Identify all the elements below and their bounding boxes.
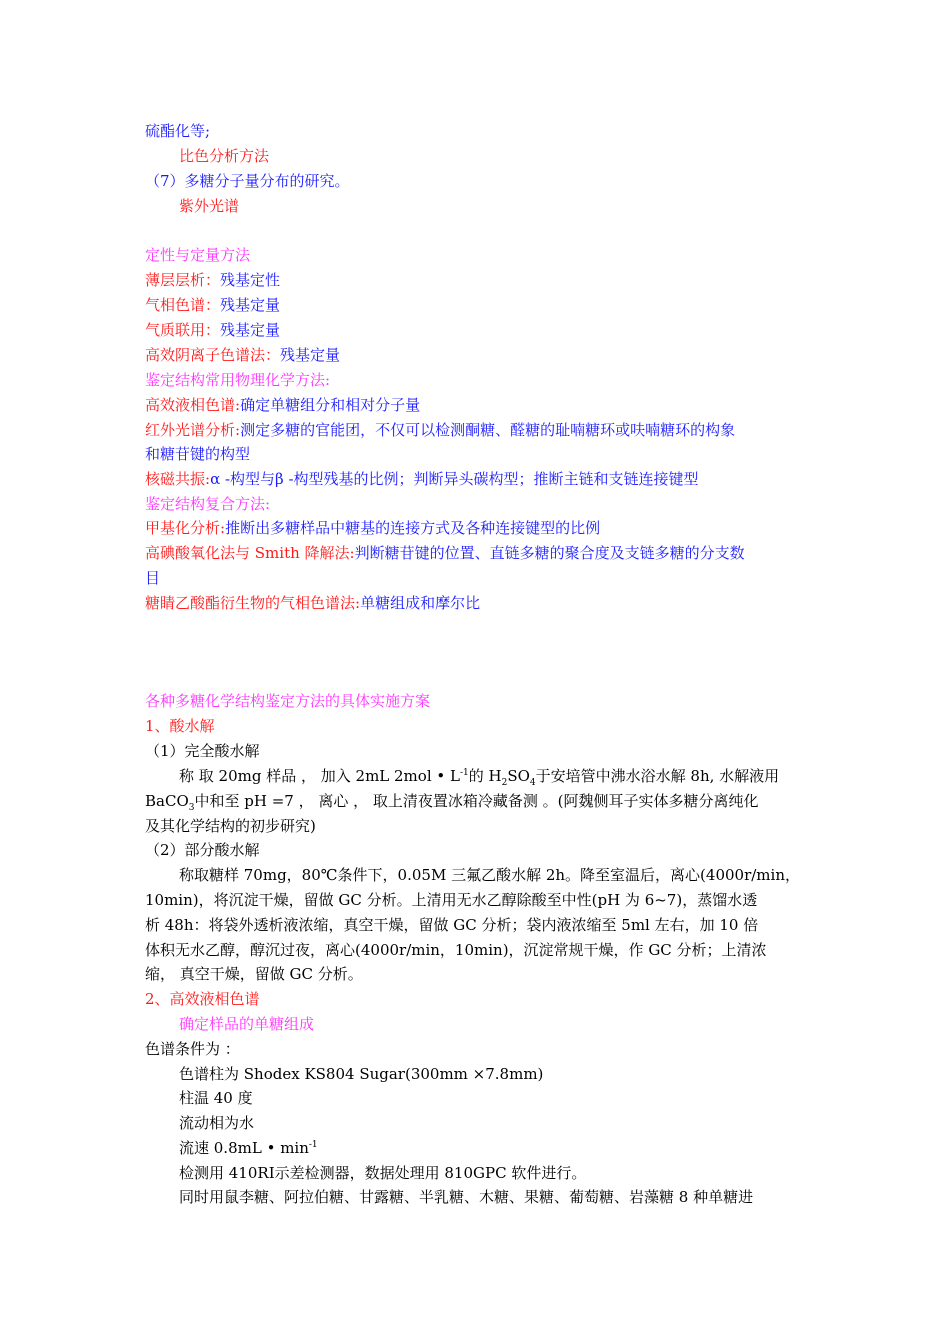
paragraph-line: 缩， 真空干燥，留做 GC 分析。 [145, 965, 363, 983]
method-text: α -构型与β -构型残基的比例；判断异头碳构型；推断主链和支链连接键型 [210, 470, 699, 488]
condition-column: 色谱柱为 Shodex KS804 Sugar(300mm ×7.8mm) [179, 1065, 544, 1083]
section-title-composite: 鉴定结构复合方法: [145, 495, 271, 513]
method-line-hplc [145, 395, 420, 415]
method-line-smith-cont: 目 [145, 569, 161, 587]
paragraph-line: 称 取 20mg 样品 ， 加入 2mL 2mol • $L^{-1}$的 $H_2SO_4$于安培管中沸水浴水解 8h, 水解液用 [179, 767, 780, 788]
method-line-ir-cont: 和糖苷键的构型 [145, 445, 251, 463]
method-line-tlc [145, 270, 280, 290]
method-text: 残基定性 [220, 271, 281, 289]
method-text: 测定多糖的官能团，不仅可以检测酮糖、醛糖的耻喃糖环或呋喃糖环的构象 [240, 421, 736, 439]
paragraph-line: 析 48h：将袋外透析液浓缩，真空干燥，留做 GC 分析；袋内液浓缩至 5ml 左右，加 10 倍 [145, 916, 759, 934]
condition-detector: 检测用 410RⅠ示差检测器，数据处理用 810GPC 软件进行。 [179, 1164, 587, 1182]
method-label: 气相色谱： [145, 296, 221, 314]
method-label: 薄层层析： [145, 271, 221, 289]
method-line-gcms [145, 320, 280, 340]
section-title-physical: 鉴定结构常用物理化学方法: [145, 371, 331, 389]
condition-mobile-phase: 流动相为水 [179, 1114, 255, 1132]
paragraph-line: BaCO$_3$中和至 pH =7 ， 离心 ， 取上清夜置冰箱冷藏备测 。(阿魏侧耳子实体多糖分离纯化 [145, 792, 759, 813]
paragraph-line: 称取糖样 70mg，80℃条件下，0.05M 三氟乙酸水解 2h。降至室温后，离心(4000r/min， [179, 866, 800, 884]
method-label: 高碘酸氧化法与 Smith 降解法: [145, 544, 355, 562]
subheading-monosaccharide: 确定样品的单糖组成 [179, 1015, 315, 1033]
text-line-molecular-weight: （7）多糖分子量分布的研究。 [145, 172, 350, 190]
method-line-methylation [145, 518, 600, 538]
method-text: 推断出多糖样品中糖基的连接方式及各种连接键型的比例 [225, 519, 601, 537]
text-line-colorimetric: 比色分析方法 [179, 147, 270, 165]
method-label: 气质联用： [145, 321, 221, 339]
method-text: 残基定量 [280, 346, 341, 364]
method-line-ir [145, 420, 735, 440]
method-text: 确定单糖组分和相对分子量 [240, 396, 421, 414]
heading-acid-hydrolysis: 1、酸水解 [145, 717, 215, 735]
text-line-uv: 紫外光谱 [179, 197, 240, 215]
condition-standards: 同时用鼠李糖、阿拉伯糖、甘露糖、半乳糖、木糖、果糖、葡萄糖、岩藻糖 8 种单糖进 [179, 1188, 754, 1206]
method-text: 判断糖苷键的位置、直链多糖的聚合度及支链多糖的分支数 [354, 544, 745, 562]
conditions-title: 色谱条件为 ： [145, 1040, 240, 1058]
subheading-complete-hydrolysis: （1）完全酸水解 [145, 742, 260, 760]
method-line-nitrile [145, 593, 480, 613]
method-label: 红外光谱分析: [145, 421, 241, 439]
method-label: 高效液相色谱: [145, 396, 241, 414]
method-line-nmr [145, 469, 699, 489]
method-label: 核磁共振: [145, 470, 211, 488]
method-label: 甲基化分析: [145, 519, 226, 537]
paragraph-line: 10min)，将沉淀干燥，留做 GC 分析。上清用无水乙醇除酸至中性(pH 为 6~7)，蒸馏水透 [145, 891, 758, 909]
method-label: 糖睛乙酸酯衍生物的气相色谱法: [145, 594, 361, 612]
method-text: 残基定量 [220, 321, 281, 339]
paragraph-line: 及其化学结构的初步研究) [145, 817, 316, 835]
condition-temperature: 柱温 40 度 [179, 1089, 253, 1107]
method-line-gc [145, 295, 280, 315]
subheading-partial-hydrolysis: （2）部分酸水解 [145, 841, 260, 859]
text-line-sulfation: 硫酯化等; [145, 122, 211, 140]
heading-hplc: 2、高效液相色谱 [145, 990, 260, 1008]
method-text: 单糖组成和摩尔比 [360, 594, 481, 612]
section-title-qualitative: 定性与定量方法 [145, 246, 251, 264]
paragraph-line: 体积无水乙醇，醇沉过夜，离心(4000r/min，10min)，沉淀常规干燥，作 GC 分析；上清浓 [145, 941, 767, 959]
method-line-smith [145, 543, 745, 563]
method-label: 高效阴离子色谱法： [145, 346, 281, 364]
section-title-plan: 各种多糖化学结构鉴定方法的具体实施方案 [145, 692, 431, 710]
method-line-hpaec [145, 345, 340, 365]
condition-flow-rate: 流速 0.8mL • $\min^{-1}$ [179, 1139, 318, 1157]
method-text: 残基定量 [220, 296, 281, 314]
